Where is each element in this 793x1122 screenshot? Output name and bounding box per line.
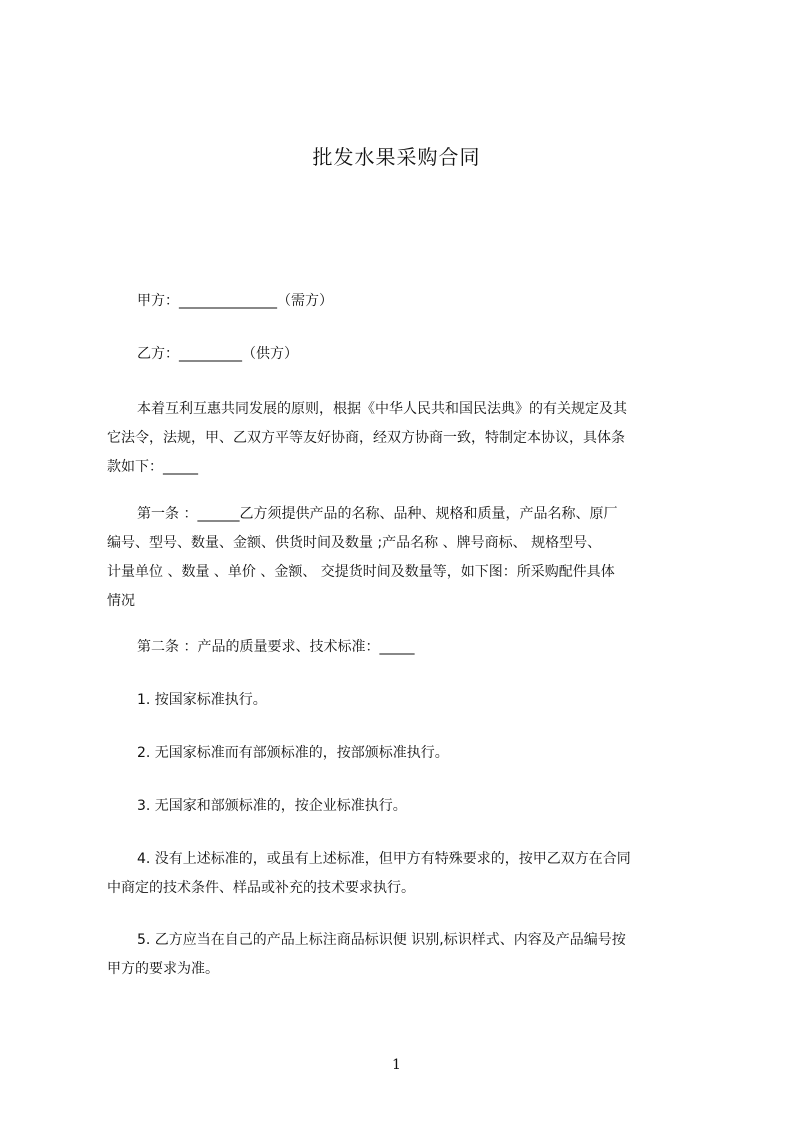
preamble-line: 款如下：_____ <box>107 459 198 475</box>
preamble-paragraph <box>107 395 707 482</box>
article-1-line: 第一条 ：______乙方须提供产品的名称、品种、规格和质量，产品名称、原厂 <box>137 506 618 522</box>
article-1-line: 情况 <box>107 593 135 609</box>
list-item-2: 2. 无国家标准而有部颁标准的，按部颁标准执行。 <box>137 745 449 761</box>
list-item-3: 3. 无国家和部颁标准的，按企业标准执行。 <box>137 798 407 814</box>
list-item-4 <box>107 845 707 903</box>
article-1-paragraph <box>107 500 707 616</box>
article-1-line: 编号、型号、数量、金额、供货时间及数量 ;产品名称 、牌号商标、 规格型号、 <box>107 535 602 551</box>
article-2-line: 第二条 ：产品的质量要求、技术标准：_____ <box>137 639 415 655</box>
list-item-5-line: 5. 乙方应当在自己的产品上标注商品标识便 识别,标识样式、内容及产品编号按 <box>137 932 626 948</box>
list-item-4-line: 中商定的技术条件、样品或补充的技术要求执行。 <box>107 880 415 896</box>
list-item-4-line: 4. 没有上述标准的，或虽有上述标准，但甲方有特殊要求的，按甲乙双方在合同 <box>137 851 631 867</box>
preamble-line: 本着互利互惠共同发展的原则，根据《中华人民共和国民法典》的有关规定及其 <box>137 401 627 417</box>
party-a-line: 甲方：______________（需方） <box>137 293 333 309</box>
article-1-line: 计量单位 、数量 、单价 、金额、 交提货时间及数量等，如下图：所采购配件具体 <box>107 564 615 580</box>
preamble-line: 它法令，法规，甲、乙双方平等友好协商，经双方协商一致，特制定本协议，具体条 <box>107 430 625 446</box>
document-title: 批发水果采购合同 <box>312 145 481 169</box>
list-item-5 <box>107 926 707 984</box>
list-item-1: 1. 按国家标准执行。 <box>137 692 267 708</box>
party-b-line: 乙方：_________（供方） <box>137 346 298 362</box>
page-number: 1 <box>392 1057 401 1073</box>
list-item-5-line: 甲方的要求为准。 <box>107 961 219 977</box>
